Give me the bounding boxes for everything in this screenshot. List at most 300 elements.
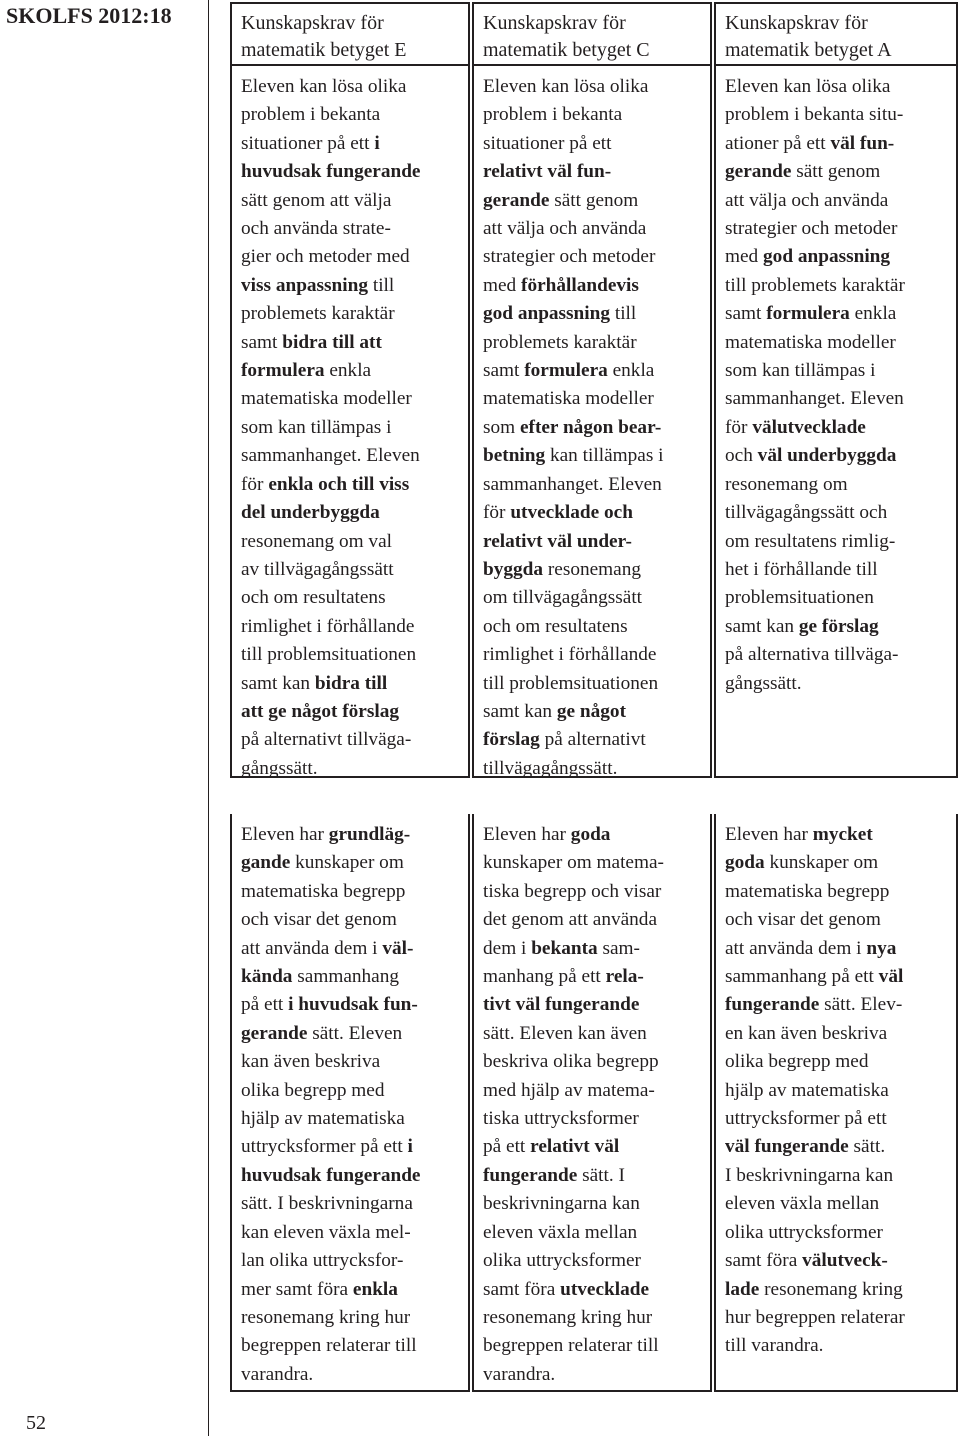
text-segment: samt kan — [241, 672, 315, 694]
text-segment: och visar det genom — [241, 909, 397, 931]
heading-line: matematik betyget C — [483, 39, 650, 61]
text-segment: och om resultatens — [483, 615, 628, 637]
emphasized-text: grundläg- — [328, 824, 411, 845]
text-line — [725, 556, 947, 584]
emphasized-text: välutveck- — [802, 1250, 888, 1272]
text-line — [241, 215, 459, 243]
text-line — [725, 1020, 947, 1048]
text-segment: samt — [241, 331, 283, 353]
text-segment: på alternativt — [539, 729, 646, 751]
text-line — [725, 101, 947, 129]
text-line — [725, 130, 947, 158]
text-line — [725, 329, 947, 357]
text-line — [483, 1162, 701, 1190]
text-line — [241, 130, 459, 158]
text-line — [725, 1247, 947, 1275]
text-line — [241, 849, 459, 877]
text-line — [241, 1077, 459, 1105]
text-line — [483, 1133, 701, 1161]
text-segment: begreppen relaterar till — [241, 1335, 417, 1357]
text-segment: som kan tillämpas i — [241, 416, 392, 438]
emphasized-text: del underbyggda — [241, 502, 380, 524]
text-line — [725, 670, 947, 698]
text-line — [725, 849, 947, 877]
text-segment: olika uttrycksformer — [483, 1250, 641, 1272]
emphasized-text: väl fun- — [830, 132, 895, 154]
text-segment: sam- — [597, 937, 640, 959]
grade-e-problem-solving-text — [232, 66, 468, 783]
text-segment: resonemang kring — [759, 1278, 903, 1300]
emphasized-text: goda — [725, 852, 765, 874]
emphasized-text: utvecklade — [560, 1278, 650, 1300]
text-segment: hjälp av matematiska — [241, 1108, 405, 1130]
text-line — [725, 1190, 947, 1218]
text-segment: kan tillämpas i — [545, 445, 664, 467]
emphasized-text: relativt väl fun- — [483, 161, 612, 183]
text-line — [483, 1247, 701, 1275]
grade-c-concepts-column — [472, 814, 712, 1392]
text-segment: sätt. I — [577, 1164, 625, 1186]
text-segment: av tillvägagångssätt — [241, 558, 394, 580]
text-segment: för — [241, 473, 269, 495]
text-line — [483, 726, 701, 754]
text-segment: gångssätt. — [241, 757, 318, 779]
text-line — [725, 1105, 947, 1133]
text-line — [483, 963, 701, 991]
emphasized-text: ge förslag — [798, 615, 879, 637]
text-segment: tiska begrepp och visar — [483, 880, 662, 902]
text-line — [483, 1048, 701, 1076]
text-segment: olika begrepp med — [241, 1079, 385, 1101]
emphasized-text: utvecklade och — [510, 502, 633, 524]
emphasized-text: relativt väl — [530, 1136, 620, 1158]
text-segment: hjälp av matematiska — [725, 1079, 889, 1101]
text-segment: och använda strate- — [241, 218, 391, 240]
text-line — [483, 215, 701, 243]
text-segment: Eleven har — [241, 824, 329, 845]
emphasized-text: mycket — [812, 824, 873, 845]
text-line — [241, 300, 459, 328]
text-segment: tiska uttrycksformer — [483, 1108, 639, 1130]
emphasized-text: fungerande — [483, 1164, 578, 1186]
emphasized-text: gerande — [241, 1022, 308, 1044]
text-line — [241, 991, 459, 1019]
text-segment: mer samt föra — [241, 1278, 353, 1300]
text-segment: gier och metoder med — [241, 246, 410, 268]
emphasized-text: ge något — [556, 700, 626, 722]
text-line — [483, 130, 701, 158]
text-line — [483, 878, 701, 906]
text-segment: I beskrivningarna kan — [725, 1164, 894, 1186]
text-segment: till problemsituationen — [241, 644, 417, 666]
text-line — [483, 528, 701, 556]
text-segment: gångssätt. — [725, 672, 802, 694]
emphasized-text: bekanta — [531, 937, 598, 959]
text-line — [241, 821, 459, 849]
text-line — [725, 471, 947, 499]
text-line — [483, 158, 701, 186]
emphasized-text: kända — [241, 966, 293, 988]
text-line — [725, 1219, 947, 1247]
text-line — [483, 1219, 701, 1247]
text-line — [241, 101, 459, 129]
text-segment: att använda dem i — [241, 937, 383, 959]
text-line — [725, 1162, 947, 1190]
margin-divider — [208, 0, 209, 1436]
text-line — [241, 1304, 459, 1332]
emphasized-text: bidra till — [314, 672, 388, 694]
text-segment: dem i — [483, 937, 532, 959]
text-line — [241, 329, 459, 357]
text-segment: hur begreppen relaterar — [725, 1306, 905, 1328]
text-segment: tillvägagångssätt. — [483, 757, 618, 779]
emphasized-text: formulera — [241, 360, 325, 382]
grade-e-concepts-column — [230, 814, 470, 1392]
text-segment: på alternativt tillväga- — [241, 729, 412, 751]
text-line — [241, 755, 459, 783]
emphasized-text: enkla — [352, 1278, 398, 1300]
text-line — [483, 613, 701, 641]
text-segment: eleven växla mellan — [725, 1193, 880, 1215]
text-segment: samt — [725, 303, 767, 325]
text-segment: tillvägagångssätt och — [725, 502, 888, 524]
text-line — [725, 414, 947, 442]
text-line — [483, 1276, 701, 1304]
text-segment: strategier och metoder — [483, 246, 656, 268]
text-segment: varandra. — [241, 1363, 314, 1385]
text-line — [483, 442, 701, 470]
text-line — [241, 584, 459, 612]
text-segment: att använda dem i — [725, 937, 867, 959]
text-line — [725, 243, 947, 271]
text-line — [725, 442, 947, 470]
text-line — [241, 878, 459, 906]
text-segment: sätt. Elev- — [819, 994, 903, 1016]
text-line — [725, 1133, 947, 1161]
text-segment: med — [483, 274, 522, 296]
text-segment: sammanhanget. Eleven — [725, 388, 904, 410]
text-segment: och — [725, 445, 758, 467]
text-line — [241, 935, 459, 963]
page-number: 52 — [26, 1412, 46, 1434]
text-segment: eleven växla mellan — [483, 1221, 638, 1243]
text-segment: samt föra — [725, 1250, 803, 1272]
text-line — [483, 329, 701, 357]
text-segment: rimlighet i förhållande — [483, 644, 657, 666]
text-line — [241, 1105, 459, 1133]
text-segment: sammanhang — [292, 966, 400, 988]
text-line — [241, 1361, 459, 1389]
text-segment: ationer på ett — [725, 132, 831, 154]
text-line — [241, 471, 459, 499]
text-line — [725, 584, 947, 612]
text-segment: samt föra — [483, 1278, 561, 1300]
emphasized-text: välutvecklade — [752, 416, 866, 438]
text-line — [483, 499, 701, 527]
text-segment: att välja och använda — [483, 218, 647, 240]
grade-a-heading — [716, 4, 956, 66]
text-line — [483, 471, 701, 499]
text-line — [241, 73, 459, 101]
emphasized-text: gerande — [483, 189, 550, 211]
text-segment: matematiska modeller — [241, 388, 412, 410]
emphasized-text: viss anpassning — [241, 274, 369, 296]
text-segment: sammanhanget. Eleven — [241, 445, 420, 467]
grade-a-problem-solving-text — [716, 66, 956, 698]
text-line — [483, 1077, 701, 1105]
text-line — [483, 1020, 701, 1048]
emphasized-text: lade — [725, 1278, 760, 1300]
text-line — [725, 878, 947, 906]
text-line — [241, 670, 459, 698]
text-segment: samt — [483, 360, 525, 382]
text-line — [241, 1276, 459, 1304]
emphasized-text: väl — [878, 966, 904, 988]
emphasized-text: efter någon bear- — [519, 416, 662, 438]
text-line — [483, 414, 701, 442]
grade-c-concepts-text — [474, 814, 710, 1389]
heading-line: matematik betyget A — [725, 39, 892, 61]
text-segment: kan eleven växla mel- — [241, 1221, 411, 1243]
text-segment: enkla — [324, 360, 372, 382]
emphasized-text: god anpassning — [763, 246, 891, 268]
text-segment: det genom att använda — [483, 909, 658, 931]
text-line — [725, 1077, 947, 1105]
emphasized-text: att ge något förslag — [241, 700, 399, 722]
text-segment: matematiska begrepp — [241, 880, 406, 902]
text-line — [241, 1247, 459, 1275]
text-line — [241, 187, 459, 215]
text-segment: till — [610, 303, 637, 325]
text-segment: matematiska modeller — [483, 388, 654, 410]
text-segment: olika begrepp med — [725, 1051, 869, 1073]
text-line — [241, 1020, 459, 1048]
text-segment: kunskaper om — [290, 852, 404, 874]
text-segment: Eleven kan lösa olika — [725, 76, 891, 97]
text-segment: till — [368, 274, 395, 296]
emphasized-text: bidra till att — [282, 331, 382, 353]
emphasized-text: i — [407, 1136, 413, 1158]
emphasized-text: förslag — [483, 729, 540, 751]
text-line — [483, 101, 701, 129]
text-segment: och om resultatens — [241, 587, 386, 609]
emphasized-text: god anpassning — [483, 303, 611, 325]
heading-line: matematik betyget E — [241, 39, 407, 61]
text-line — [725, 385, 947, 413]
grade-c-heading — [474, 4, 710, 66]
emphasized-text: tivt väl fungerande — [483, 994, 640, 1016]
text-segment: sätt. Eleven kan även — [483, 1022, 647, 1044]
text-segment: Eleven har — [725, 824, 813, 845]
text-segment: situationer på ett — [241, 132, 375, 154]
grade-a-concepts-text — [716, 814, 956, 1361]
text-line — [725, 641, 947, 669]
text-segment: om resultatens rimlig- — [725, 530, 896, 552]
text-segment: sätt. Eleven — [307, 1022, 403, 1044]
text-line — [241, 641, 459, 669]
text-segment: situationer på ett — [483, 132, 612, 154]
text-line — [725, 528, 947, 556]
text-segment: till problemets karaktär — [725, 274, 905, 296]
text-segment: en kan även beskriva — [725, 1022, 888, 1044]
text-segment: med — [725, 246, 764, 268]
text-segment: och visar det genom — [725, 909, 881, 931]
text-segment: sätt. I beskrivningarna — [241, 1193, 413, 1215]
grade-c-problem-solving-text — [474, 66, 710, 783]
text-segment: om tillvägagångssätt — [483, 587, 643, 609]
emphasized-text: byggda — [483, 558, 544, 580]
text-segment: enkla — [849, 303, 897, 325]
text-line — [483, 849, 701, 877]
text-line — [725, 300, 947, 328]
text-segment: samt kan — [725, 615, 799, 637]
text-line — [483, 991, 701, 1019]
text-segment: enkla — [607, 360, 655, 382]
text-segment: begreppen relaterar till — [483, 1335, 659, 1357]
text-line — [483, 1361, 701, 1389]
text-segment: sätt genom — [549, 189, 639, 211]
text-line — [725, 1304, 947, 1332]
text-segment: resonemang om val — [241, 530, 392, 552]
text-line — [725, 906, 947, 934]
text-line — [241, 963, 459, 991]
text-segment: till problemsituationen — [483, 672, 659, 694]
text-segment: sammanhanget. Eleven — [483, 473, 662, 495]
text-line — [241, 385, 459, 413]
text-line — [241, 1219, 459, 1247]
text-segment: samt kan — [483, 700, 557, 722]
text-line — [483, 556, 701, 584]
text-segment: problemets karaktär — [241, 303, 395, 325]
text-line — [483, 1105, 701, 1133]
text-segment: på ett — [241, 994, 289, 1016]
text-segment: lan olika uttrycksfor- — [241, 1250, 404, 1272]
text-line — [483, 243, 701, 271]
text-line — [725, 215, 947, 243]
text-line — [483, 300, 701, 328]
text-line — [483, 821, 701, 849]
text-line — [483, 698, 701, 726]
text-segment: kan även beskriva — [241, 1051, 381, 1073]
emphasized-text: huvudsak fungerande — [241, 1164, 421, 1186]
emphasized-text: formulera — [524, 360, 608, 382]
text-segment: för — [725, 416, 753, 438]
text-segment: sätt. — [848, 1136, 886, 1158]
text-segment: beskrivningarna kan — [483, 1193, 640, 1215]
text-segment: beskriva olika begrepp — [483, 1051, 659, 1073]
page-header: SKOLFS 2012:18 — [6, 3, 172, 28]
heading-line: Kunskapskrav för — [241, 12, 384, 34]
grade-a-concepts-column — [714, 814, 958, 1392]
text-line — [241, 243, 459, 271]
text-segment: på ett — [483, 1136, 531, 1158]
emphasized-text: huvudsak fungerande — [241, 161, 421, 183]
text-line — [725, 613, 947, 641]
text-line — [725, 158, 947, 186]
text-segment: Eleven kan lösa olika — [483, 76, 649, 97]
text-line — [725, 935, 947, 963]
text-line — [483, 272, 701, 300]
text-line — [483, 187, 701, 215]
text-line — [483, 1332, 701, 1360]
text-segment: olika uttrycksformer — [725, 1221, 883, 1243]
text-line — [241, 442, 459, 470]
text-line — [241, 613, 459, 641]
text-line — [483, 73, 701, 101]
text-line — [725, 73, 947, 101]
text-line — [483, 1304, 701, 1332]
text-segment: strategier och metoder — [725, 218, 898, 240]
text-line — [725, 357, 947, 385]
heading-line: Kunskapskrav för — [725, 12, 868, 34]
text-segment: med hjälp av matema- — [483, 1079, 655, 1101]
text-segment: het i förhållande till — [725, 558, 878, 580]
text-segment: kunskaper om — [764, 852, 879, 874]
text-line — [483, 641, 701, 669]
text-segment: kunskaper om matema- — [483, 852, 664, 874]
text-segment: för — [483, 502, 511, 524]
text-line — [483, 1190, 701, 1218]
emphasized-text: väl- — [382, 937, 414, 959]
text-line — [241, 1162, 459, 1190]
text-segment: manhang på ett — [483, 966, 606, 988]
text-line — [725, 272, 947, 300]
emphasized-text: i — [374, 132, 380, 154]
text-segment: varandra. — [483, 1363, 556, 1385]
text-segment: resonemang kring hur — [241, 1306, 411, 1328]
text-line — [725, 963, 947, 991]
text-segment: Eleven har — [483, 824, 571, 845]
text-segment: rimlighet i förhållande — [241, 615, 415, 637]
text-line — [725, 1332, 947, 1360]
text-line — [241, 158, 459, 186]
text-line — [241, 499, 459, 527]
text-line — [241, 556, 459, 584]
emphasized-text: nya — [866, 937, 897, 959]
text-line — [241, 1133, 459, 1161]
emphasized-text: enkla och till viss — [268, 473, 410, 495]
text-line — [483, 584, 701, 612]
emphasized-text: väl underbyggda — [757, 445, 897, 467]
text-line — [483, 385, 701, 413]
grade-e-concepts-text — [232, 814, 468, 1389]
text-line — [725, 187, 947, 215]
text-segment: matematiska modeller — [725, 331, 896, 353]
text-segment: problem i bekanta — [483, 104, 623, 126]
emphasized-text: i huvudsak fun- — [288, 994, 418, 1016]
grade-a-criteria-column — [714, 2, 958, 778]
text-segment: problem i bekanta situ- — [725, 104, 904, 126]
text-line — [241, 528, 459, 556]
text-segment: Eleven kan lösa olika — [241, 76, 407, 97]
text-line — [241, 1190, 459, 1218]
text-line — [725, 499, 947, 527]
text-line — [725, 821, 947, 849]
text-segment: som kan tillämpas i — [725, 360, 876, 382]
text-segment: på alternativa tillväga- — [725, 644, 899, 666]
text-line — [241, 414, 459, 442]
text-line — [725, 1276, 947, 1304]
emphasized-text: formulera — [766, 303, 850, 325]
text-segment: matematiska begrepp — [725, 880, 890, 902]
emphasized-text: gande — [241, 852, 291, 874]
emphasized-text: väl fungerande — [725, 1136, 849, 1158]
text-line — [241, 357, 459, 385]
text-segment: sätt genom att välja — [241, 189, 392, 211]
emphasized-text: relativt väl under- — [483, 530, 632, 552]
text-segment: problem i bekanta — [241, 104, 381, 126]
text-line — [725, 991, 947, 1019]
